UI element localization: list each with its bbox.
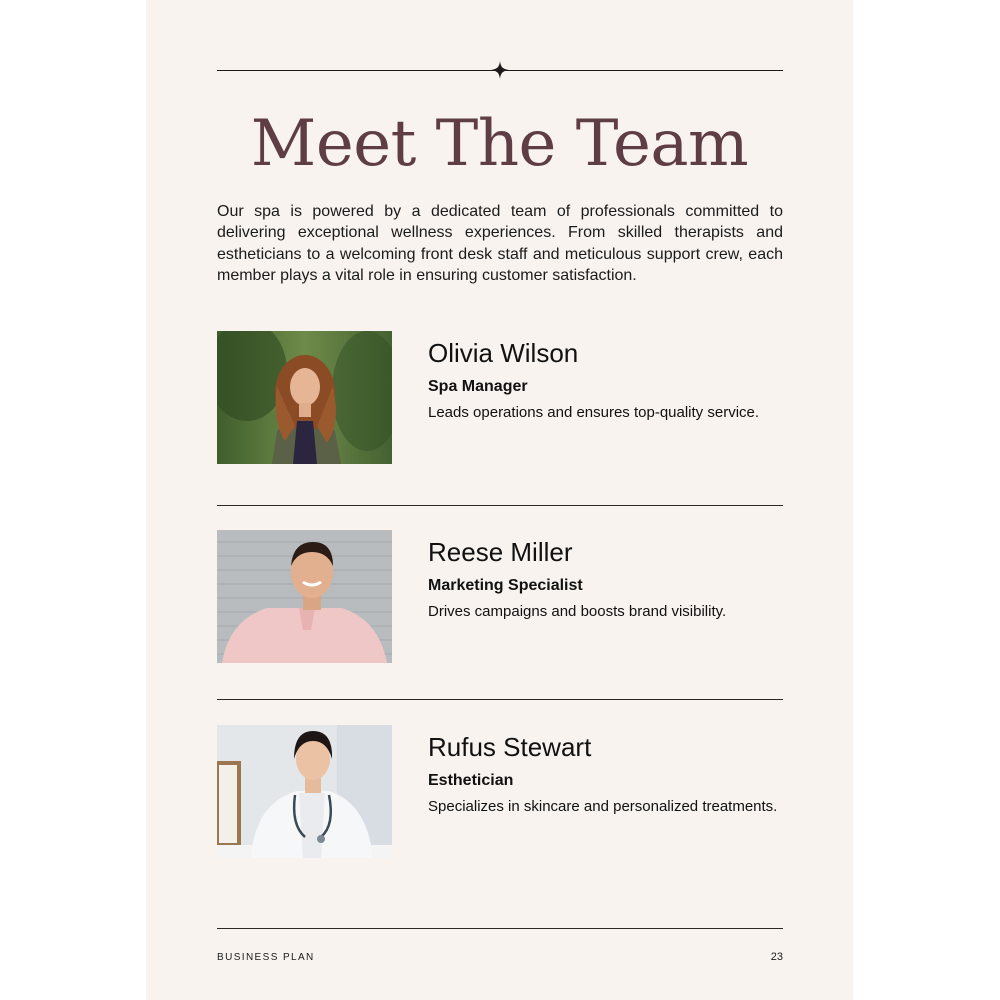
team-member-card (217, 725, 857, 860)
team-member-card (217, 530, 857, 665)
intro-paragraph: Our spa is powered by a dedicated team of professionals committed to delivering exceptional wellness experiences. From skilled therapists and estheticians to a welcoming front desk staff and meticulous support crew, each member plays a vital role in ensuring customer satisfaction. (217, 203, 783, 284)
team-member-card (217, 331, 857, 466)
team-member-name: Reese Miller (428, 537, 573, 567)
section-divider (217, 699, 783, 700)
team-member-photo (217, 530, 392, 663)
team-member-name: Rufus Stewart (428, 732, 592, 762)
page-title: Meet The Team (250, 107, 749, 181)
team-member-role: Esthetician (428, 772, 514, 789)
sparkle-star-icon (491, 61, 509, 79)
footer-label: BUSINESS PLAN (217, 952, 315, 963)
team-member-name: Olivia Wilson (428, 338, 579, 368)
footer-divider (217, 928, 783, 929)
team-member-photo (217, 331, 392, 464)
page-number: 23 (770, 951, 783, 963)
team-member-description: Leads operations and ensures top-quality service. (428, 404, 760, 421)
section-divider (217, 505, 783, 506)
team-member-role: Marketing Specialist (428, 577, 583, 594)
team-member-role: Spa Manager (428, 378, 528, 395)
team-member-description: Specializes in skincare and personalized treatments. (428, 798, 778, 815)
team-member-photo (217, 725, 392, 858)
team-member-description: Drives campaigns and boosts brand visibility. (428, 603, 727, 620)
document-page (146, 0, 853, 1000)
